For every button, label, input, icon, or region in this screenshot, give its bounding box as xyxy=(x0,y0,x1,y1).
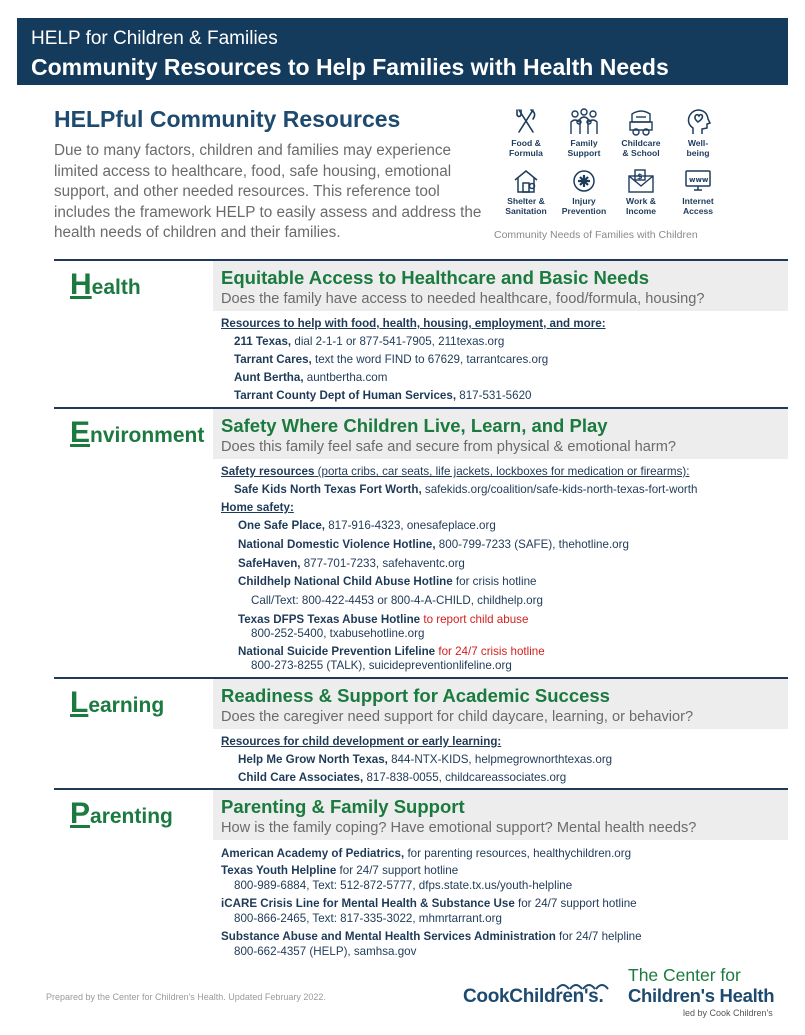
resource-samhsa-contact: 800-662-4357 (HELP), samhsa.gov xyxy=(234,945,417,958)
learning-resources-heading xyxy=(221,735,501,748)
need-shelter-sanitation xyxy=(496,168,556,216)
header-title: Community Resources to Help Families with Health Needs xyxy=(31,54,669,80)
resource-detail: for 24/7 support hotline xyxy=(336,864,459,877)
resource-help-me-grow xyxy=(238,753,612,766)
resource-name: Tarrant Cares, xyxy=(234,353,312,366)
resource-name: Tarrant County Dept of Human Services, xyxy=(234,389,457,402)
resource-name: Child Care Associates, xyxy=(238,771,364,784)
resource-detail: text the word FIND to 67629, tarrantcares.org xyxy=(311,353,549,366)
letter-p: P xyxy=(70,797,91,830)
cook-childrens-logo: CookChildren's. xyxy=(463,986,604,1007)
home-safety-heading xyxy=(221,501,294,514)
need-label-line1: Shelter & xyxy=(507,196,545,206)
health-question: Does the family have access to needed healthcare, food/formula, housing? xyxy=(221,291,705,307)
resource-detail: safekids.org/coalition/safe-kids-north-texas-fort-worth xyxy=(421,483,698,496)
house-icon xyxy=(512,168,540,194)
need-label-line1: Internet xyxy=(682,196,714,206)
computer-www-icon xyxy=(683,168,713,194)
need-internet-access xyxy=(668,168,728,216)
environment-letter-heading xyxy=(70,416,204,450)
letter-rest: earning xyxy=(88,694,165,717)
need-label-line2: Formula xyxy=(509,148,543,158)
parenting-title: Parenting & Family Support xyxy=(221,796,465,817)
environment-band xyxy=(213,409,788,459)
need-label-line1: Well- xyxy=(687,138,709,148)
resource-detail: dial 2-1-1 or 877-541-7905, 211texas.org xyxy=(291,335,505,348)
resource-tarrant-cares xyxy=(234,353,548,366)
resource-texas-youth-helpline xyxy=(221,864,458,877)
resource-detail: 817-838-0055, childcareassociates.org xyxy=(363,771,567,784)
resource-safe-kids xyxy=(234,483,697,496)
header-subtitle: HELP for Children & Families xyxy=(31,28,278,49)
heading-text: Resources for child development or early learning: xyxy=(221,735,502,748)
need-label-line1: Family xyxy=(570,138,598,148)
need-label-line1: Childcare xyxy=(621,138,661,148)
letter-rest: arenting xyxy=(90,805,173,828)
resource-name: Help Me Grow North Texas, xyxy=(238,753,388,766)
letter-l: L xyxy=(70,686,89,719)
resource-name: One Safe Place, xyxy=(238,519,325,532)
letter-rest: ealth xyxy=(91,276,141,299)
resource-suicide-lifeline xyxy=(238,645,545,658)
resource-detail: for 24/7 support hotline xyxy=(514,897,637,910)
learning-band xyxy=(213,679,788,729)
need-label-line1: Food & xyxy=(511,138,541,148)
resource-name: iCARE Crisis Line for Mental Health & Substance Use xyxy=(221,897,515,910)
school-icon xyxy=(626,108,656,136)
heading-text: Resources to help with food, health, housing, employment, and more: xyxy=(221,317,606,330)
center-logo-line2: Children's Health xyxy=(628,985,775,1006)
need-label-line2: being xyxy=(686,148,710,158)
parenting-question: How is the family coping? Have emotional support? Mental health needs? xyxy=(221,820,697,836)
health-resources-heading xyxy=(221,317,606,330)
heading-bold: Safety resources xyxy=(221,465,315,478)
health-band xyxy=(213,261,788,311)
health-title: Equitable Access to Healthcare and Basic Needs xyxy=(221,267,650,288)
resource-detail: auntbertha.com xyxy=(303,371,388,384)
footer-note: Prepared by the Center for Children's Health. Updated February 2022. xyxy=(46,992,326,1002)
heading-rest: (porta cribs, car seats, life jackets, lockboxes for medication or firearms): xyxy=(314,465,690,478)
page-header xyxy=(17,18,788,85)
resource-name: Texas Youth Helpline xyxy=(221,864,337,877)
fork-knife-icon xyxy=(513,108,539,136)
resource-detail: 877-701-7233, safehaventc.org xyxy=(300,557,465,570)
resource-child-care-associates xyxy=(238,771,566,784)
resource-name: American Academy of Pediatrics, xyxy=(221,847,405,860)
environment-title: Safety Where Children Live, Learn, and Play xyxy=(221,415,608,436)
resource-one-safe-place xyxy=(238,519,496,532)
resource-samhsa xyxy=(221,930,642,943)
learning-question: Does the caregiver need support for child daycare, learning, or behavior? xyxy=(221,709,694,725)
resource-texas-youth-helpline-contact: 800-989-6884, Text: 512-872-5777, dfps.state.tx.us/youth-helpline xyxy=(234,879,573,892)
center-logo-line1: The Center for xyxy=(628,965,741,985)
letter-rest: nvironment xyxy=(90,424,205,447)
resource-tarrant-dhs xyxy=(234,389,531,402)
resource-name: SafeHaven, xyxy=(238,557,301,570)
need-label-line2: Income xyxy=(625,206,657,216)
letter-e: E xyxy=(70,416,91,449)
resource-211-texas xyxy=(234,335,504,348)
need-label-line1: Work & xyxy=(626,196,656,206)
need-family-support xyxy=(554,108,614,158)
need-label-line2: & School xyxy=(622,148,660,158)
svg-text:www: www xyxy=(689,176,709,184)
resource-name: National Domestic Violence Hotline, xyxy=(238,538,436,551)
resource-dfps-contact: 800-252-5400, txabusehotline.org xyxy=(251,627,425,640)
resource-detail: for 24/7 helpline xyxy=(555,930,642,943)
injury-icon xyxy=(571,168,597,194)
learning-letter-heading xyxy=(70,686,164,720)
resource-detail: for crisis hotline xyxy=(452,575,537,588)
resource-detail: 844-NTX-KIDS, helpmegrownorthtexas.org xyxy=(387,753,613,766)
need-injury-prevention xyxy=(554,168,614,216)
resource-name: Aunt Bertha, xyxy=(234,371,304,384)
center-logo-line3: led by Cook Children's xyxy=(683,1008,773,1018)
resource-detail: 817-916-4323, onesafeplace.org xyxy=(325,519,496,532)
safety-resources-heading xyxy=(221,465,689,478)
resource-name: National Suicide Prevention Lifeline xyxy=(238,645,436,658)
need-label-line2: Sanitation xyxy=(505,206,547,216)
need-work-income xyxy=(611,168,671,216)
resource-aunt-bertha xyxy=(234,371,387,384)
need-childcare-school xyxy=(611,108,671,158)
resource-detail: 817-531-5620 xyxy=(456,389,532,402)
money-envelope-icon xyxy=(626,168,656,194)
intro-text: Due to many factors, children and families may experience limited access to healthcare, food, safe housing, emotional support, and other needed resources. This reference tool includes the framework HELP to easily assess and address the health needs of children and their families. xyxy=(54,142,482,241)
heading-text: Home safety: xyxy=(221,501,294,514)
resource-childhelp xyxy=(238,575,536,588)
health-letter-heading xyxy=(70,268,141,302)
resource-icare-crisis-line xyxy=(221,897,637,910)
need-label-line2: Prevention xyxy=(561,206,607,216)
resource-suicide-lifeline-contact: 800-273-8255 (TALK), suicidepreventionlifeline.org xyxy=(251,659,512,672)
resource-name: Substance Abuse and Mental Health Services Administration xyxy=(221,930,556,943)
resource-name: Texas DFPS Texas Abuse Hotline xyxy=(238,613,421,626)
environment-question: Does this family feel safe and secure from physical & emotional harm? xyxy=(221,439,677,455)
resource-dfps-hotline xyxy=(238,613,528,626)
resource-safehaven xyxy=(238,557,465,570)
needs-caption: Community Needs of Families with Children xyxy=(494,229,698,241)
resource-domestic-violence-hotline xyxy=(238,538,629,551)
resource-detail: 800-799-7233 (SAFE), thehotline.org xyxy=(435,538,629,551)
learning-title: Readiness & Support for Academic Success xyxy=(221,685,610,706)
family-icon xyxy=(566,108,602,136)
resource-aap xyxy=(221,847,631,860)
parenting-letter-heading xyxy=(70,797,173,831)
resource-detail-red: for 24/7 crisis hotline xyxy=(435,645,545,658)
need-label-line2: Access xyxy=(682,206,714,216)
resource-icare-contact: 800-866-2465, Text: 817-335-3022, mhmrtarrant.org xyxy=(234,912,502,925)
svg-text:$: $ xyxy=(637,172,643,181)
resource-name: 211 Texas, xyxy=(234,335,292,348)
need-wellbeing xyxy=(668,108,728,158)
intro-title: HELPful Community Resources xyxy=(54,106,401,132)
need-label-line2: Support xyxy=(567,148,601,158)
resource-name: Safe Kids North Texas Fort Worth, xyxy=(234,483,422,496)
letter-h: H xyxy=(70,268,92,301)
resource-detail: for parenting resources, healthychildren.org xyxy=(404,847,632,860)
need-label-line1: Injury xyxy=(572,196,596,206)
need-food-formula xyxy=(496,108,556,158)
resource-childhelp-contact: Call/Text: 800-422-4453 or 800-4-A-CHILD, childhelp.org xyxy=(251,594,543,607)
wellbeing-icon xyxy=(685,108,711,136)
resource-detail-red: to report child abuse xyxy=(420,613,529,626)
parenting-band xyxy=(213,790,788,840)
resource-name: Childhelp National Child Abuse Hotline xyxy=(238,575,453,588)
